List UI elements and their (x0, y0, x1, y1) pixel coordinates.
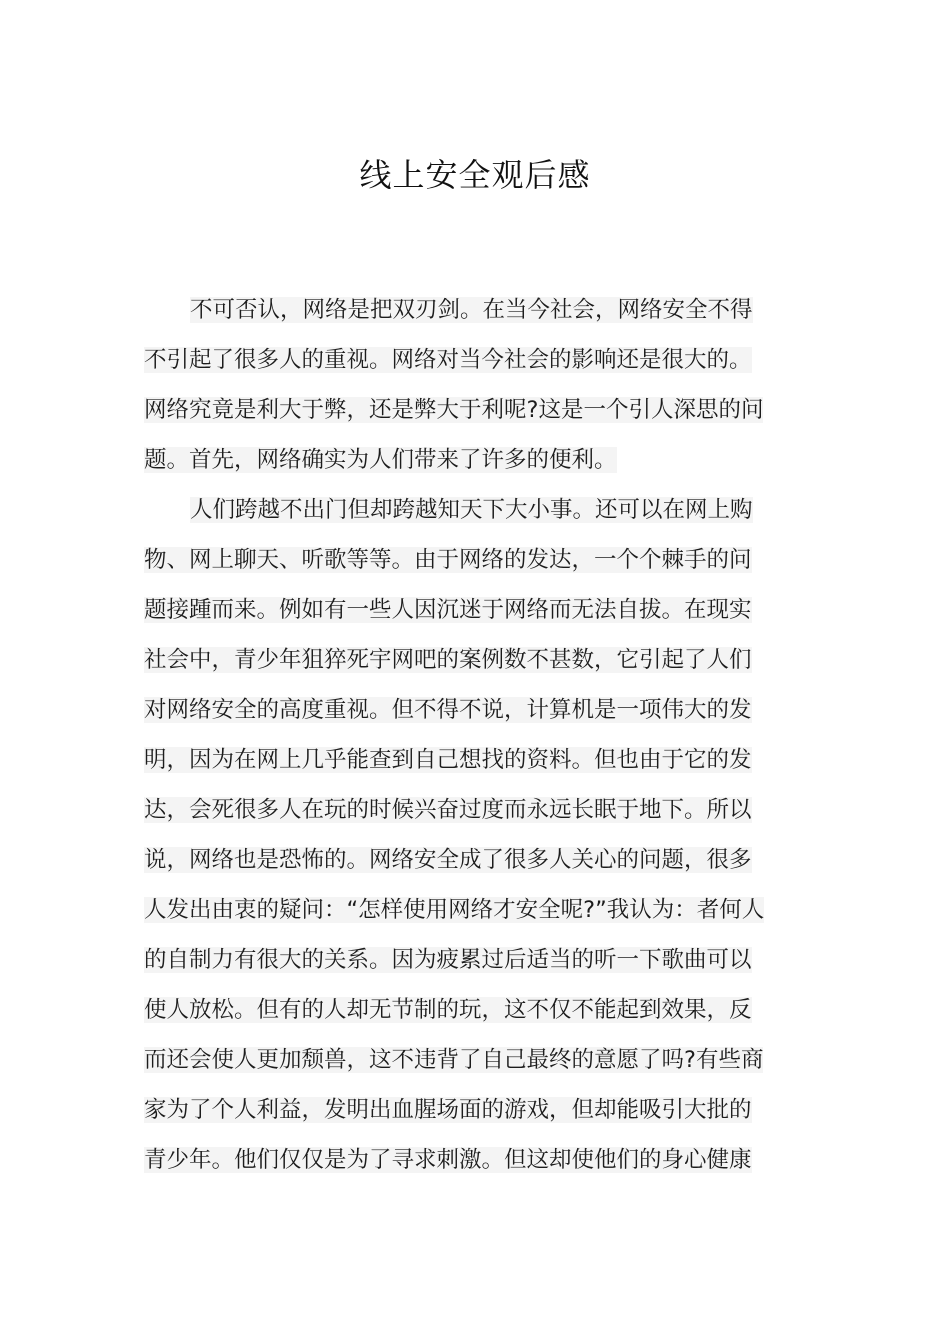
text-line: 不引起了很多人的重视。网络对当今社会的影响还是很大的。 (144, 347, 752, 373)
text-line: 对网络安全的高度重视。但不得不说，计算机是一项伟大的发 (144, 697, 752, 723)
text-line: 使人放松。但有的人却无节制的玩，这不仅不能起到效果，反 (144, 997, 752, 1023)
document-title: 线上安全观后感 (359, 156, 591, 194)
text-line: 青少年。他们仅仅是为了寻求刺激。但这却使他们的身心健康 (144, 1147, 752, 1173)
text-line: 而还会使人更加颓兽，这不违背了自己最终的意愿了吗?有些商 (144, 1047, 764, 1073)
text-line: 人们跨越不出门但却跨越知天下大小事。还可以在网上购 (190, 497, 753, 523)
text-line: 达，会死很多人在玩的时候兴奋过度而永远长眠于地下。所以 (144, 797, 752, 823)
text-line: 社会中，青少年狙猝死宇网吧的案例数不甚数，它引起了人们 (144, 647, 752, 673)
text-line: 明，因为在网上几乎能查到自己想找的资料。但也由于它的发 (144, 747, 752, 773)
text-line: 网络究竟是利大于弊，还是弊大于利呢?这是一个引人深思的问 (144, 397, 764, 423)
text-line: 的自制力有很大的关系。因为疲累过后适当的听一下歌曲可以 (144, 947, 752, 973)
text-line: 家为了个人利益，发明出血腥场面的游戏，但却能吸引大批的 (144, 1097, 752, 1123)
text-line: 题接踵而来。例如有一些人因沉迷于网络而无法自拔。在现实 (144, 597, 752, 623)
text-line: 人发出由衷的疑问：“怎样使用网络才安全呢?”我认为：者何人 (144, 897, 765, 923)
text-line: 说，网络也是恐怖的。网络安全成了很多人关心的问题，很多 (144, 847, 752, 873)
text-line: 题。首先，网络确实为人们带来了许多的便利。 (144, 447, 617, 473)
document-body (144, 285, 806, 1185)
text-line: 不可否认，网络是把双刃剑。在当今社会，网络安全不得 (190, 297, 753, 323)
text-line: 物、网上聊天、听歌等等。由于网络的发达，一个个棘手的问 (144, 547, 752, 573)
